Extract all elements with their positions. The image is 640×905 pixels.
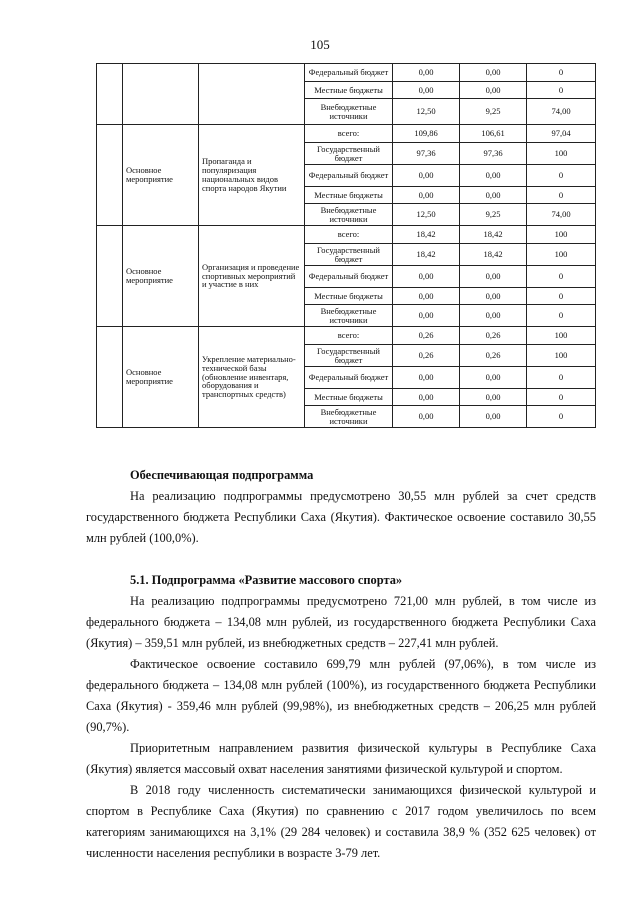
activity-type-cell (123, 64, 199, 125)
row-number-cell (97, 327, 123, 428)
percent-cell: 0 (527, 165, 596, 187)
page-number: 105 (310, 37, 330, 52)
planned-value-cell: 18,42 (393, 244, 460, 266)
actual-value-cell: 9,25 (460, 204, 527, 226)
percent-cell: 100 (527, 226, 596, 244)
planned-value-cell: 97,36 (393, 143, 460, 165)
planned-value-cell: 0,00 (393, 165, 460, 187)
actual-value-cell: 0,26 (460, 345, 527, 367)
planned-value-cell: 109,86 (393, 125, 460, 143)
section-title: 5.1. Подпрограмма «Развитие массового спорта» (130, 573, 403, 587)
paragraph: Приоритетным направлением развития физической культуры в Республике Саха (Якутия) является массовый охват населения занятиями физической культурой и спортом. (86, 741, 596, 776)
percent-cell: 100 (527, 345, 596, 367)
funding-source-cell: Государственный бюджет (305, 143, 393, 165)
planned-value-cell: 0,00 (393, 64, 460, 82)
planned-value-cell: 0,00 (393, 406, 460, 428)
funding-source-cell: всего: (305, 125, 393, 143)
paragraph: На реализацию подпрограммы предусмотрено 30,55 млн рублей за счет средств государственного бюджета Республики Саха (Якутия). Фактическое освоение составило 30,55 млн рублей (100,0%). (86, 489, 596, 545)
actual-value-cell: 0,00 (460, 389, 527, 406)
text-block (86, 465, 596, 864)
actual-value-cell: 0,00 (460, 187, 527, 204)
planned-value-cell: 0,00 (393, 187, 460, 204)
funding-source-cell: всего: (305, 327, 393, 345)
actual-value-cell: 0,00 (460, 165, 527, 187)
event-name-cell: Укрепление материально-технической базы (обновление инвентаря, оборудования и транспортных средств) (199, 327, 305, 428)
percent-cell: 0 (527, 367, 596, 389)
funding-source-cell: Местные бюджеты (305, 389, 393, 406)
activity-type-cell: Основное мероприятие (123, 125, 199, 226)
percent-cell: 0 (527, 288, 596, 305)
percent-cell: 0 (527, 305, 596, 327)
planned-value-cell: 0,00 (393, 82, 460, 99)
activity-type-cell: Основное мероприятие (123, 327, 199, 428)
paragraph: Фактическое освоение составило 699,79 млн рублей (97,06%), в том числе из федерального бюджета – 134,08 млн рублей (100%), из государственного бюджета Республики Саха (Якутия) - 359,46 млн рублей (99,98%), из внебюджетных средств – 206,25 млн рублей (90,7%). (86, 657, 596, 734)
planned-value-cell: 12,50 (393, 99, 460, 125)
actual-value-cell: 18,42 (460, 226, 527, 244)
percent-cell: 0 (527, 187, 596, 204)
actual-value-cell: 0,00 (460, 367, 527, 389)
funding-source-cell: Федеральный бюджет (305, 266, 393, 288)
actual-value-cell: 0,26 (460, 327, 527, 345)
actual-value-cell: 0,00 (460, 288, 527, 305)
funding-source-cell: Внебюджетные источники (305, 99, 393, 125)
planned-value-cell: 0,00 (393, 305, 460, 327)
budget-table (96, 63, 596, 428)
actual-value-cell: 0,00 (460, 82, 527, 99)
paragraph: На реализацию подпрограммы предусмотрено 721,00 млн рублей, в том числе из федерального бюджета – 134,08 млн рублей, из государственного бюджета Республики Саха (Якутия) – 359,51 млн рублей, из внебюджетных средств – 227,41 млн рублей. (86, 594, 596, 650)
actual-value-cell: 97,36 (460, 143, 527, 165)
funding-source-cell: Государственный бюджет (305, 345, 393, 367)
planned-value-cell: 0,00 (393, 389, 460, 406)
planned-value-cell: 0,00 (393, 266, 460, 288)
funding-source-cell: всего: (305, 226, 393, 244)
funding-source-cell: Федеральный бюджет (305, 64, 393, 82)
actual-value-cell: 0,00 (460, 406, 527, 428)
event-name-cell: Организация и проведение спортивных мероприятий и участие в них (199, 226, 305, 327)
planned-value-cell: 0,00 (393, 367, 460, 389)
event-name-cell: Пропаганда и популяризация национальных видов спорта народов Якутии (199, 125, 305, 226)
funding-source-cell: Федеральный бюджет (305, 165, 393, 187)
funding-source-cell: Внебюджетные источники (305, 305, 393, 327)
event-name-cell (199, 64, 305, 125)
actual-value-cell: 106,61 (460, 125, 527, 143)
funding-source-cell: Местные бюджеты (305, 288, 393, 305)
activity-type-cell: Основное мероприятие (123, 226, 199, 327)
actual-value-cell: 0,00 (460, 64, 527, 82)
table-row (97, 125, 596, 143)
table-row (97, 226, 596, 244)
percent-cell: 0 (527, 266, 596, 288)
percent-cell: 100 (527, 244, 596, 266)
funding-source-cell: Внебюджетные источники (305, 406, 393, 428)
paragraph: В 2018 году численность систематически занимающихся физической культурой и спортом в Республике Саха (Якутия) по сравнению с 2017 годом увеличилось по всем категориям занимающихся на 3,1% (29 284 человек) и составила 38,9 % (352 625 человек) от численности населения республики в возрасте 3-79 лет. (86, 783, 596, 860)
percent-cell: 0 (527, 406, 596, 428)
funding-source-cell: Государственный бюджет (305, 244, 393, 266)
funding-source-cell: Местные бюджеты (305, 82, 393, 99)
actual-value-cell: 0,00 (460, 266, 527, 288)
percent-cell: 0 (527, 82, 596, 99)
actual-value-cell: 9,25 (460, 99, 527, 125)
percent-cell: 100 (527, 143, 596, 165)
percent-cell: 74,00 (527, 204, 596, 226)
funding-source-cell: Местные бюджеты (305, 187, 393, 204)
planned-value-cell: 0,26 (393, 345, 460, 367)
table-row (97, 327, 596, 345)
percent-cell: 0 (527, 389, 596, 406)
actual-value-cell: 0,00 (460, 305, 527, 327)
funding-source-cell: Внебюджетные источники (305, 204, 393, 226)
planned-value-cell: 18,42 (393, 226, 460, 244)
planned-value-cell: 0,00 (393, 288, 460, 305)
row-number-cell (97, 125, 123, 226)
funding-source-cell: Федеральный бюджет (305, 367, 393, 389)
row-number-cell (97, 64, 123, 125)
actual-value-cell: 18,42 (460, 244, 527, 266)
table-row (97, 64, 596, 82)
percent-cell: 74,00 (527, 99, 596, 125)
percent-cell: 97,04 (527, 125, 596, 143)
planned-value-cell: 0,26 (393, 327, 460, 345)
percent-cell: 0 (527, 64, 596, 82)
subprogram-title: Обеспечивающая подпрограмма (130, 468, 314, 482)
row-number-cell (97, 226, 123, 327)
percent-cell: 100 (527, 327, 596, 345)
planned-value-cell: 12,50 (393, 204, 460, 226)
